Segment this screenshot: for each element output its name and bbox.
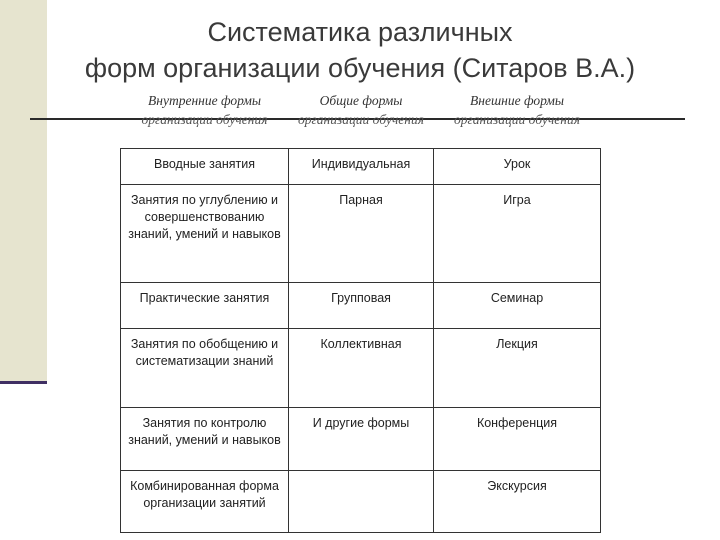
table-cell: Групповая — [289, 283, 434, 329]
page-title — [60, 14, 660, 86]
table-cell: Занятия по контролю знаний, умений и навыков — [121, 408, 289, 471]
header-external-line2: организации обучения — [454, 112, 580, 127]
table-cell: Занятия по обобщению и систематизации знаний — [121, 329, 289, 408]
table-cell: Индивидуальная — [289, 149, 434, 185]
table-cell: Практические занятия — [121, 283, 289, 329]
table-cell: Коллективная — [289, 329, 434, 408]
table-cell: Экскурсия — [434, 471, 601, 533]
table-cell: Конференция — [434, 408, 601, 471]
table-cell: Семинар — [434, 283, 601, 329]
decorative-sidebar-line — [0, 381, 47, 384]
table-cell: Комбинированная форма организации занятий — [121, 471, 289, 533]
table-cell: Парная — [289, 185, 434, 283]
table-row — [121, 283, 601, 329]
table-cell: Вводные занятия — [121, 149, 289, 185]
header-general-line1: Общие формы — [319, 93, 403, 108]
header-general-forms — [289, 92, 434, 149]
table-cell — [289, 471, 434, 533]
table-cell: Лекция — [434, 329, 601, 408]
table-cell: Игра — [434, 185, 601, 283]
forms-table — [120, 92, 601, 533]
header-internal-line2: организации обучения — [141, 112, 268, 127]
header-general-line2: организации обучения — [298, 112, 424, 127]
table-row — [121, 185, 601, 283]
title-line-1: Систематика различных — [207, 17, 513, 47]
table-row — [121, 471, 601, 533]
decorative-sidebar — [0, 0, 47, 384]
table-cell: Занятия по углублению и совершенствованию знаний, умений и навыков — [121, 185, 289, 283]
header-internal-forms — [121, 92, 289, 149]
table-cell: И другие формы — [289, 408, 434, 471]
table-header-row — [121, 92, 601, 149]
header-external-forms — [434, 92, 601, 149]
table-row — [121, 149, 601, 185]
title-line-2: форм организации обучения (Ситаров В.А.) — [84, 53, 636, 83]
table-cell: Урок — [434, 149, 601, 185]
header-internal-line1: Внутренние формы — [148, 93, 261, 108]
table-row — [121, 329, 601, 408]
header-external-line1: Внешние формы — [470, 93, 564, 108]
table-row — [121, 408, 601, 471]
